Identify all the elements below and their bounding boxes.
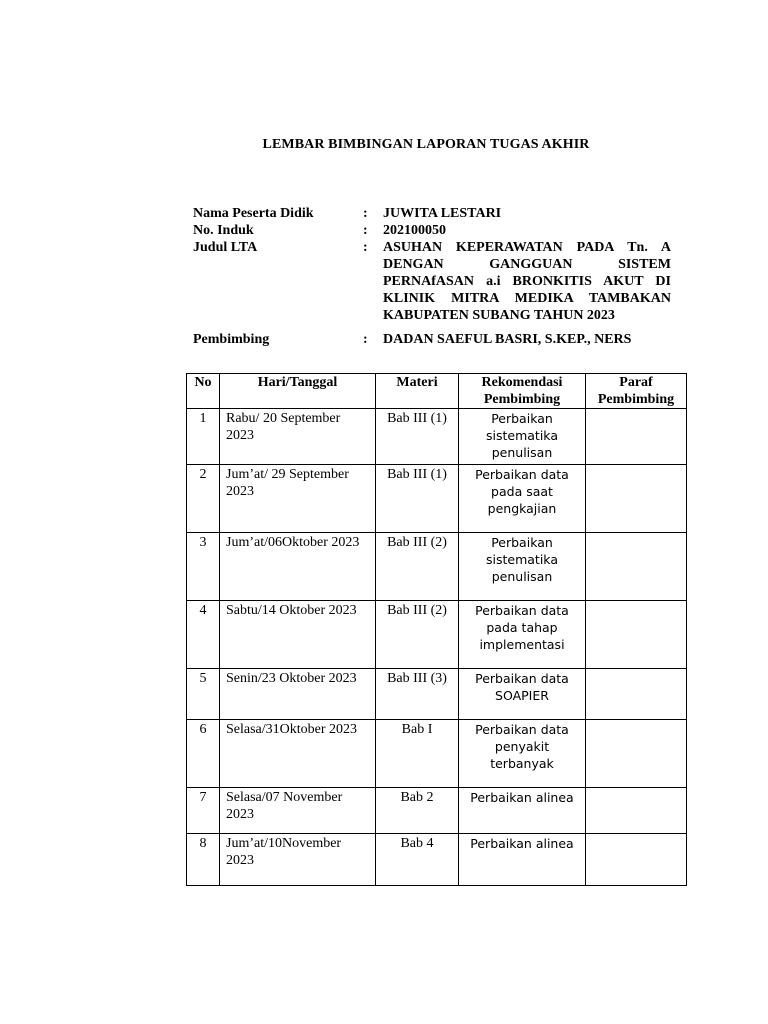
- header-paraf: Paraf Pembimbing: [586, 374, 687, 409]
- cell-rekomendasi: Perbaikan alinea: [459, 834, 586, 886]
- cell-paraf: [586, 669, 687, 720]
- cell-rekomendasi: Perbaikan data pada tahap implementasi: [459, 601, 586, 669]
- table-header-row: [187, 374, 687, 409]
- guidance-log-table: [186, 373, 687, 886]
- cell-materi: Bab III (2): [376, 601, 459, 669]
- cell-rekomendasi: Perbaikan sistematika penulisan: [459, 533, 586, 601]
- table-row: [187, 720, 687, 788]
- cell-no: 7: [187, 788, 220, 834]
- cell-no: 2: [187, 465, 220, 533]
- induk-label: No. Induk: [193, 223, 254, 238]
- header-rekomendasi: Rekomendasi Pembimbing: [459, 374, 586, 409]
- cell-hari-tanggal: Jum’at/06Oktober 2023: [220, 533, 376, 601]
- judul-colon: :: [363, 240, 368, 255]
- table-row: [187, 601, 687, 669]
- cell-paraf: [586, 409, 687, 465]
- header-hari-tanggal: Hari/Tanggal: [220, 374, 376, 409]
- nama-value: JUWITA LESTARI: [383, 206, 502, 221]
- judul-label: Judul LTA: [193, 240, 258, 255]
- cell-materi: Bab III (3): [376, 669, 459, 720]
- cell-materi: Bab I: [376, 720, 459, 788]
- cell-hari-tanggal: Rabu/ 20 September 2023: [220, 409, 376, 465]
- cell-materi: Bab III (2): [376, 533, 459, 601]
- nama-label: Nama Peserta Didik: [193, 206, 314, 221]
- cell-paraf: [586, 601, 687, 669]
- cell-no: 4: [187, 601, 220, 669]
- cell-hari-tanggal: Jum’at/ 29 September 2023: [220, 465, 376, 533]
- cell-paraf: [586, 834, 687, 886]
- info-row-nama: [193, 205, 671, 222]
- cell-rekomendasi: Perbaikan data pada saat pengkajian: [459, 465, 586, 533]
- cell-hari-tanggal: Jum’at/10November 2023: [220, 834, 376, 886]
- pembimbing-label: Pembimbing: [193, 332, 270, 347]
- student-info: [193, 205, 671, 348]
- cell-rekomendasi: Perbaikan data penyakit terbanyak: [459, 720, 586, 788]
- header-no: No: [187, 374, 220, 409]
- cell-no: 1: [187, 409, 220, 465]
- info-row-pembimbing: [193, 331, 671, 348]
- table-row: [187, 834, 687, 886]
- induk-value: 202100050: [383, 223, 446, 238]
- cell-materi: Bab 4: [376, 834, 459, 886]
- nama-colon: :: [363, 206, 368, 221]
- pembimbing-value: DADAN SAEFUL BASRI, S.KEP., NERS: [383, 332, 632, 347]
- cell-materi: Bab III (1): [376, 409, 459, 465]
- cell-paraf: [586, 788, 687, 834]
- judul-value: ASUHAN KEPERAWATAN PADA Tn. A DENGAN GANGGUAN SISTEM PERNAfASAN a.i BRONKITIS AKUT DI KLINIK MITRA MEDIKA TAMBAKAN KABUPATEN SUBANG TAHUN 2023: [383, 240, 671, 323]
- table-row: [187, 788, 687, 834]
- pembimbing-colon: :: [363, 332, 368, 347]
- cell-rekomendasi: Perbaikan data SOAPIER: [459, 669, 586, 720]
- cell-paraf: [586, 465, 687, 533]
- info-row-judul: [193, 239, 671, 324]
- table-row: [187, 533, 687, 601]
- cell-hari-tanggal: Selasa/07 November 2023: [220, 788, 376, 834]
- table-row: [187, 669, 687, 720]
- cell-hari-tanggal: Selasa/31Oktober 2023: [220, 720, 376, 788]
- induk-colon: :: [363, 223, 368, 238]
- info-row-induk: [193, 222, 671, 239]
- cell-paraf: [586, 533, 687, 601]
- cell-no: 3: [187, 533, 220, 601]
- cell-hari-tanggal: Senin/23 Oktober 2023: [220, 669, 376, 720]
- cell-no: 5: [187, 669, 220, 720]
- cell-no: 8: [187, 834, 220, 886]
- cell-materi: Bab 2: [376, 788, 459, 834]
- cell-rekomendasi: Perbaikan sistematika penulisan: [459, 409, 586, 465]
- table-row: [187, 409, 687, 465]
- table-row: [187, 465, 687, 533]
- cell-paraf: [586, 720, 687, 788]
- header-materi: Materi: [376, 374, 459, 409]
- cell-materi: Bab III (1): [376, 465, 459, 533]
- cell-hari-tanggal: Sabtu/14 Oktober 2023: [220, 601, 376, 669]
- cell-no: 6: [187, 720, 220, 788]
- document-title: LEMBAR BIMBINGAN LAPORAN TUGAS AKHIR: [262, 137, 590, 152]
- cell-rekomendasi: Perbaikan alinea: [459, 788, 586, 834]
